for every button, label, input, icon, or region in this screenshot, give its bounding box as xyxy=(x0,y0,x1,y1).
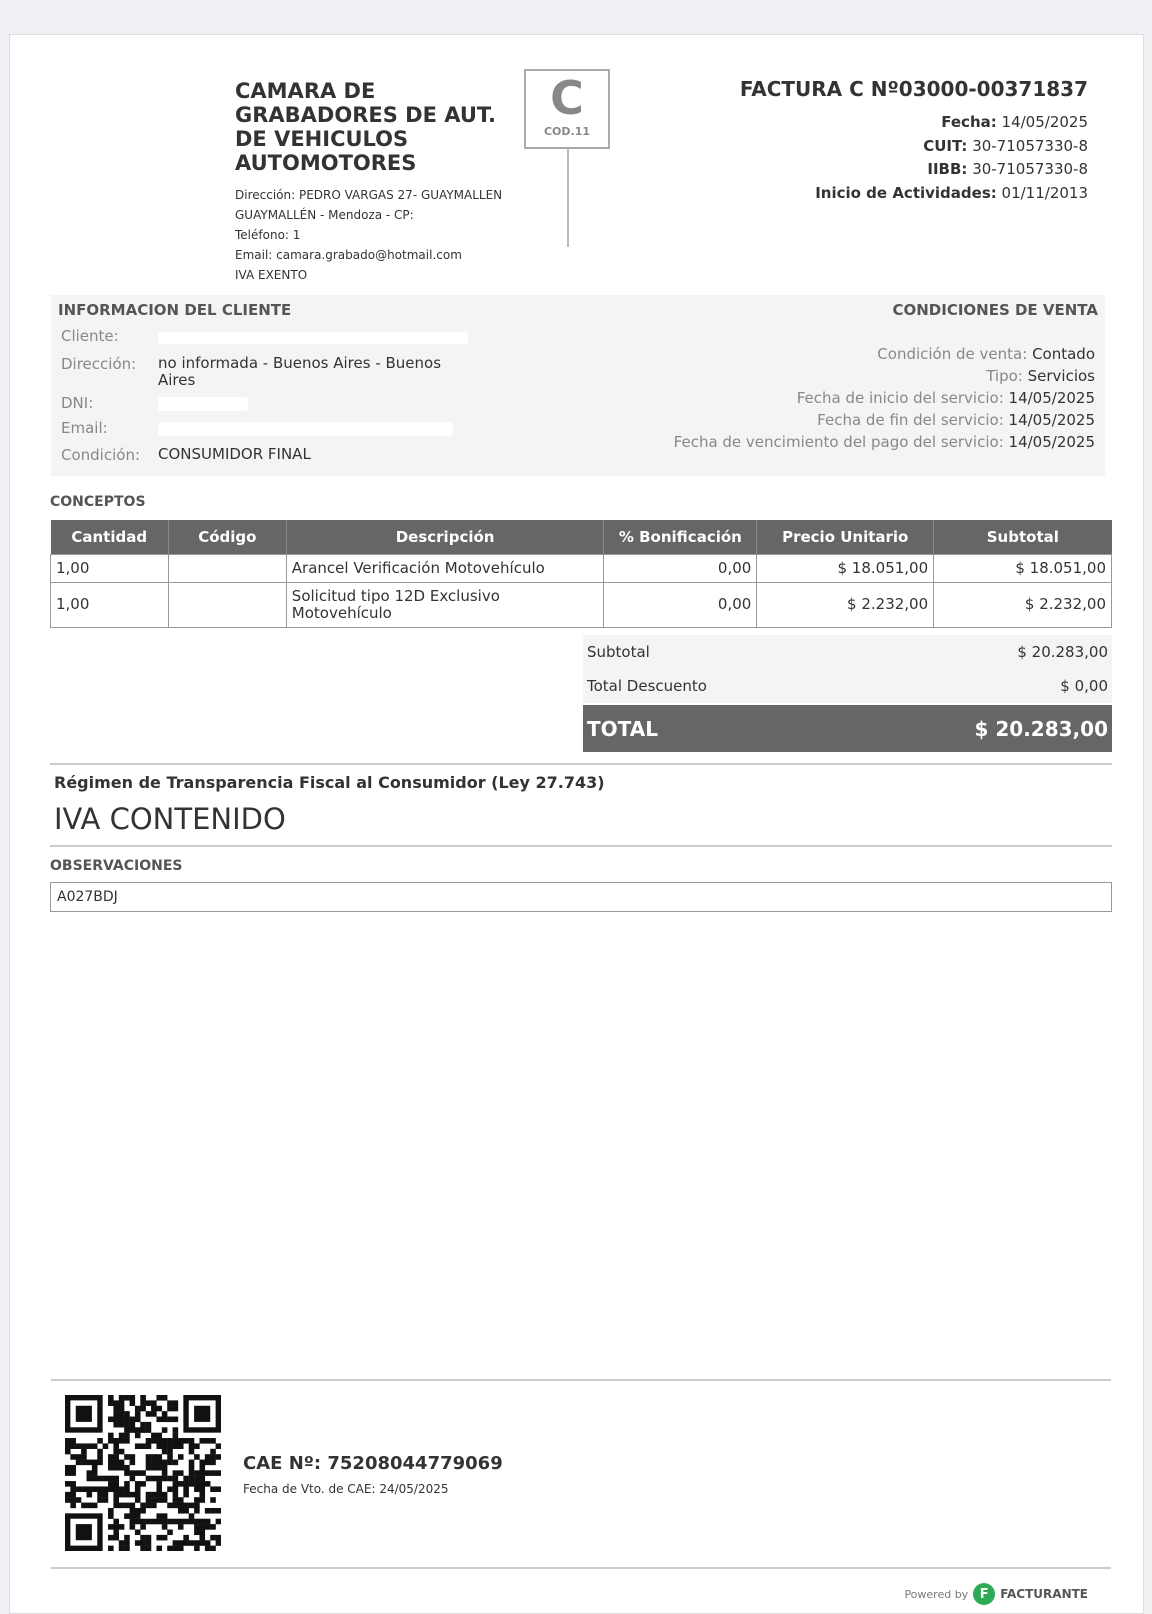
observations-title: OBSERVACIONES xyxy=(50,858,183,874)
client-condition-row: Condición: CONSUMIDOR FINAL xyxy=(61,445,311,464)
powered-by: Powered by F FACTURANTE xyxy=(904,1583,1088,1605)
total-row: TOTAL $ 20.283,00 xyxy=(583,705,1112,752)
facturante-brand: FACTURANTE xyxy=(1000,1587,1088,1601)
redacted-dni xyxy=(158,397,248,411)
facturante-logo-icon: F xyxy=(973,1583,995,1605)
company-tax-status: IVA EXENTO xyxy=(235,268,308,282)
iva-contenido: IVA CONTENIDO xyxy=(54,802,286,836)
cae-expiry-date: Fecha de Vto. de CAE: 24/05/2025 xyxy=(243,1482,449,1496)
regime-title: Régimen de Transparencia Fiscal al Consumidor (Ley 27.743) xyxy=(54,773,605,792)
company-city: GUAYMALLÉN - Mendoza - CP: xyxy=(235,208,414,222)
col-code: Código xyxy=(168,520,286,554)
table-row: 1,00 Solicitud tipo 12D Exclusivo Motovehículo 0,00 $ 2.232,00 $ 2.232,00 xyxy=(51,582,1112,627)
sale-conditions-title: CONDICIONES DE VENTA xyxy=(892,301,1098,319)
divider xyxy=(51,1567,1111,1569)
invoice-meta xyxy=(815,111,1088,205)
divider xyxy=(50,763,1112,765)
table-row: 1,00 Arancel Verificación Motovehículo 0,00 $ 18.051,00 $ 18.051,00 xyxy=(51,554,1112,582)
redacted-email xyxy=(158,422,453,436)
sale-type-row: Tipo: Servicios xyxy=(986,367,1095,385)
col-description: Descripción xyxy=(286,520,604,554)
info-panel xyxy=(51,295,1105,476)
col-subtotal: Subtotal xyxy=(934,520,1112,554)
invoice-cuit: CUIT: 30-71057330-8 xyxy=(923,136,1088,155)
qr-code xyxy=(65,1395,221,1551)
client-address-row: Dirección: no informada - Buenos Aires - Buenos Aires xyxy=(61,354,442,389)
col-bonus: % Bonificación xyxy=(604,520,757,554)
company-phone: Teléfono: 1 xyxy=(235,228,301,242)
invoice-iibb: IIBB: 30-71057330-8 xyxy=(927,160,1088,178)
cae-number: CAE Nº: 75208044779069 xyxy=(243,1453,503,1474)
divider xyxy=(51,1379,1111,1381)
company-address: Dirección: PEDRO VARGAS 27- GUAYMALLEN xyxy=(235,188,503,202)
concepts-header-row xyxy=(51,520,1112,554)
service-start-row: Fecha de inicio del servicio: 14/05/2025 xyxy=(796,389,1095,407)
subtotal-row: Subtotal $ 20.283,00 xyxy=(583,635,1112,669)
concepts-table xyxy=(50,520,1112,628)
invoice-title: FACTURA C Nº03000-00371837 xyxy=(739,77,1088,101)
invoice-start-date: Inicio de Actividades: 01/11/2013 xyxy=(815,183,1088,202)
invoice-date: Fecha: 14/05/2025 xyxy=(941,113,1088,131)
client-email-row: Email: xyxy=(61,419,453,437)
divider xyxy=(50,845,1112,847)
redacted-client-name xyxy=(158,332,468,344)
col-quantity: Cantidad xyxy=(51,520,169,554)
client-dni-row: DNI: xyxy=(61,394,248,412)
client-info-title: INFORMACION DEL CLIENTE xyxy=(58,301,292,319)
letter-divider xyxy=(567,149,569,247)
company-details xyxy=(235,185,502,285)
observations-box: A027BDJ xyxy=(50,882,1112,912)
totals-block xyxy=(583,635,1112,752)
invoice-letter-box xyxy=(524,69,610,149)
col-unit-price: Precio Unitario xyxy=(757,520,934,554)
client-name-row: Cliente: xyxy=(61,327,468,345)
company-name: CAMARA DE GRABADORES DE AUT. DE VEHICULOS AUTOMOTORES xyxy=(235,79,497,175)
invoice-letter: C xyxy=(550,71,584,125)
discount-row: Total Descuento $ 0,00 xyxy=(583,669,1112,703)
invoice-code: COD.11 xyxy=(543,125,591,138)
payment-due-row: Fecha de vencimiento del pago del servicio: 14/05/2025 xyxy=(673,433,1095,451)
sale-condition-row: Condición de venta: Contado xyxy=(877,345,1095,363)
concepts-title: CONCEPTOS xyxy=(50,494,146,510)
company-email: Email: camara.grabado@hotmail.com xyxy=(235,248,462,262)
service-end-row: Fecha de fin del servicio: 14/05/2025 xyxy=(817,411,1095,429)
invoice-page xyxy=(9,34,1144,1614)
